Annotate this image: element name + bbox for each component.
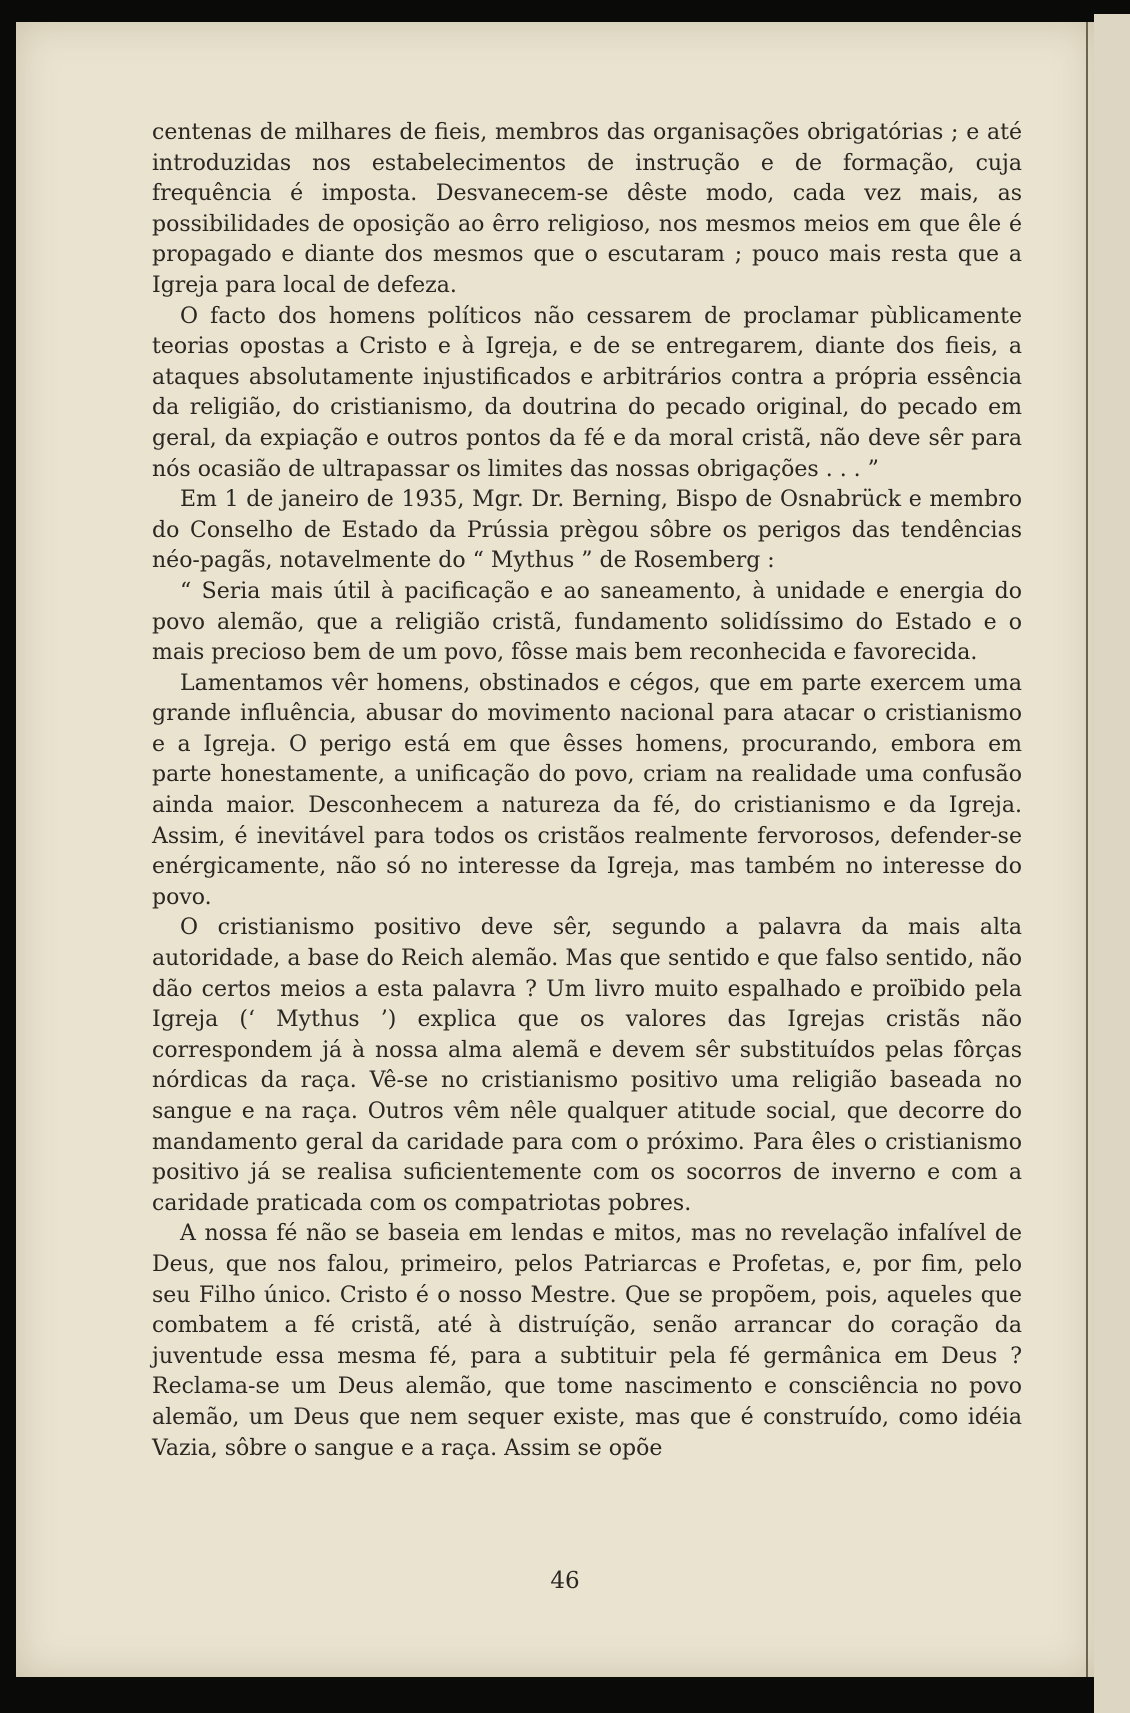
page-edge-line xyxy=(1086,22,1088,1677)
paragraph-2: O facto dos homens políticos não cessarem de proclamar pùblicamente teorias opostas a Cristo e à Igreja, e de se entregarem, diante dos fieis, a ataques absolutamente injustificados e arbitrários contra a própria essência da religião, do cristianismo, da doutrina do pecado original, do pecado em geral, da expiação e outros pontos da fé e da moral cristã, não deve sêr para nós ocasião de ultrapassar os limites das nossas obrigações . . . ” xyxy=(152,303,1022,482)
book-spine xyxy=(1094,14,1130,1713)
paragraph-7: A nossa fé não se baseia em lendas e mitos, mas no revelação infalível de Deus, que nos falou, primeiro, pelos Patriarcas e Profetas, e, por fim, pelo seu Filho único. Cristo é o nosso Mestre. Que se propõem, pois, aqueles que combatem a fé cristã, até à distruíção, senão arrancar do coração da juventude essa mesma fé, para a subtituir pela fé germânica em Deus ? Reclama-se um Deus alemão, que tome nascimento e consciência no povo alemão, um Deus que nem sequer existe, mas que é construído, como idéia Vazia, sôbre o sangue e a raça. Assim se opõe xyxy=(152,1221,1022,1461)
body-text xyxy=(152,118,1022,1464)
paragraph-3: Em 1 de janeiro de 1935, Mgr. Dr. Berning, Bispo de Osnabrück e membro do Conselho de Estado da Prússia prègou sôbre os perigos das tendências néo-pagãs, notavelmente do “ Mythus ” de Rosemberg : xyxy=(152,487,1022,574)
paragraph-5: Lamentamos vêr homens, obstinados e cégos, que em parte exercem uma grande influência, abusar do movimento nacional para atacar o cristianismo e a Igreja. O perigo está em que êsses homens, procurando, embora em parte honestamente, a unificação do povo, criam na realidade uma confusão ainda maior. Desconhecem a natureza da fé, do cristianismo e da Igreja. Assim, é inevitável para todos os cristãos realmente fervorosos, defender-se enérgicamente, não só no interesse da Igreja, mas também no interesse do povo. xyxy=(152,670,1022,910)
paragraph-4: “ Seria mais útil à pacificação e ao saneamento, à unidade e energia do povo alemão, que a religião cristã, fundamento solidíssimo do Estado e o mais precioso bem de um povo, fôsse mais bem reconhecida e favorecida. xyxy=(152,578,1022,666)
paragraph-1: centenas de milhares de fieis, membros das organisações obrigatórias ; e até introduzidas nos estabelecimentos de instrução e de formação, cuja frequência é imposta. Desvanecem-se dêste modo, cada vez mais, as possibilidades de oposição ao êrro religioso, nos mesmos meios em que êle é propagado e diante dos mesmos que o escutaram ; pouco mais resta que a Igreja para local de defeza. xyxy=(152,120,1022,298)
page-number: 46 xyxy=(550,1568,580,1594)
paragraph-6: O cristianismo positivo deve sêr, segundo a palavra da mais alta autoridade, a base do Reich alemão. Mas que sentido e que falso sentido, não dão certos meios a esta palavra ? Um livro muito espalhado e proïbido pela Igreja (‘ Mythus ’) explica que os valores das Igrejas cristãs não correspondem já à nossa alma alemã e devem sêr substituídos pelas fôrças nórdicas da raça. Vê-se no cristianismo positivo uma religião baseada no sangue e na raça. Outros vêm nêle qualquer atitude social, que decorre do mandamento geral da caridade para com o próximo. Para êles o cristianismo positivo já se realisa suficientemente com os socorros de inverno e com a caridade praticada com os compatriotas pobres. xyxy=(152,915,1022,1216)
